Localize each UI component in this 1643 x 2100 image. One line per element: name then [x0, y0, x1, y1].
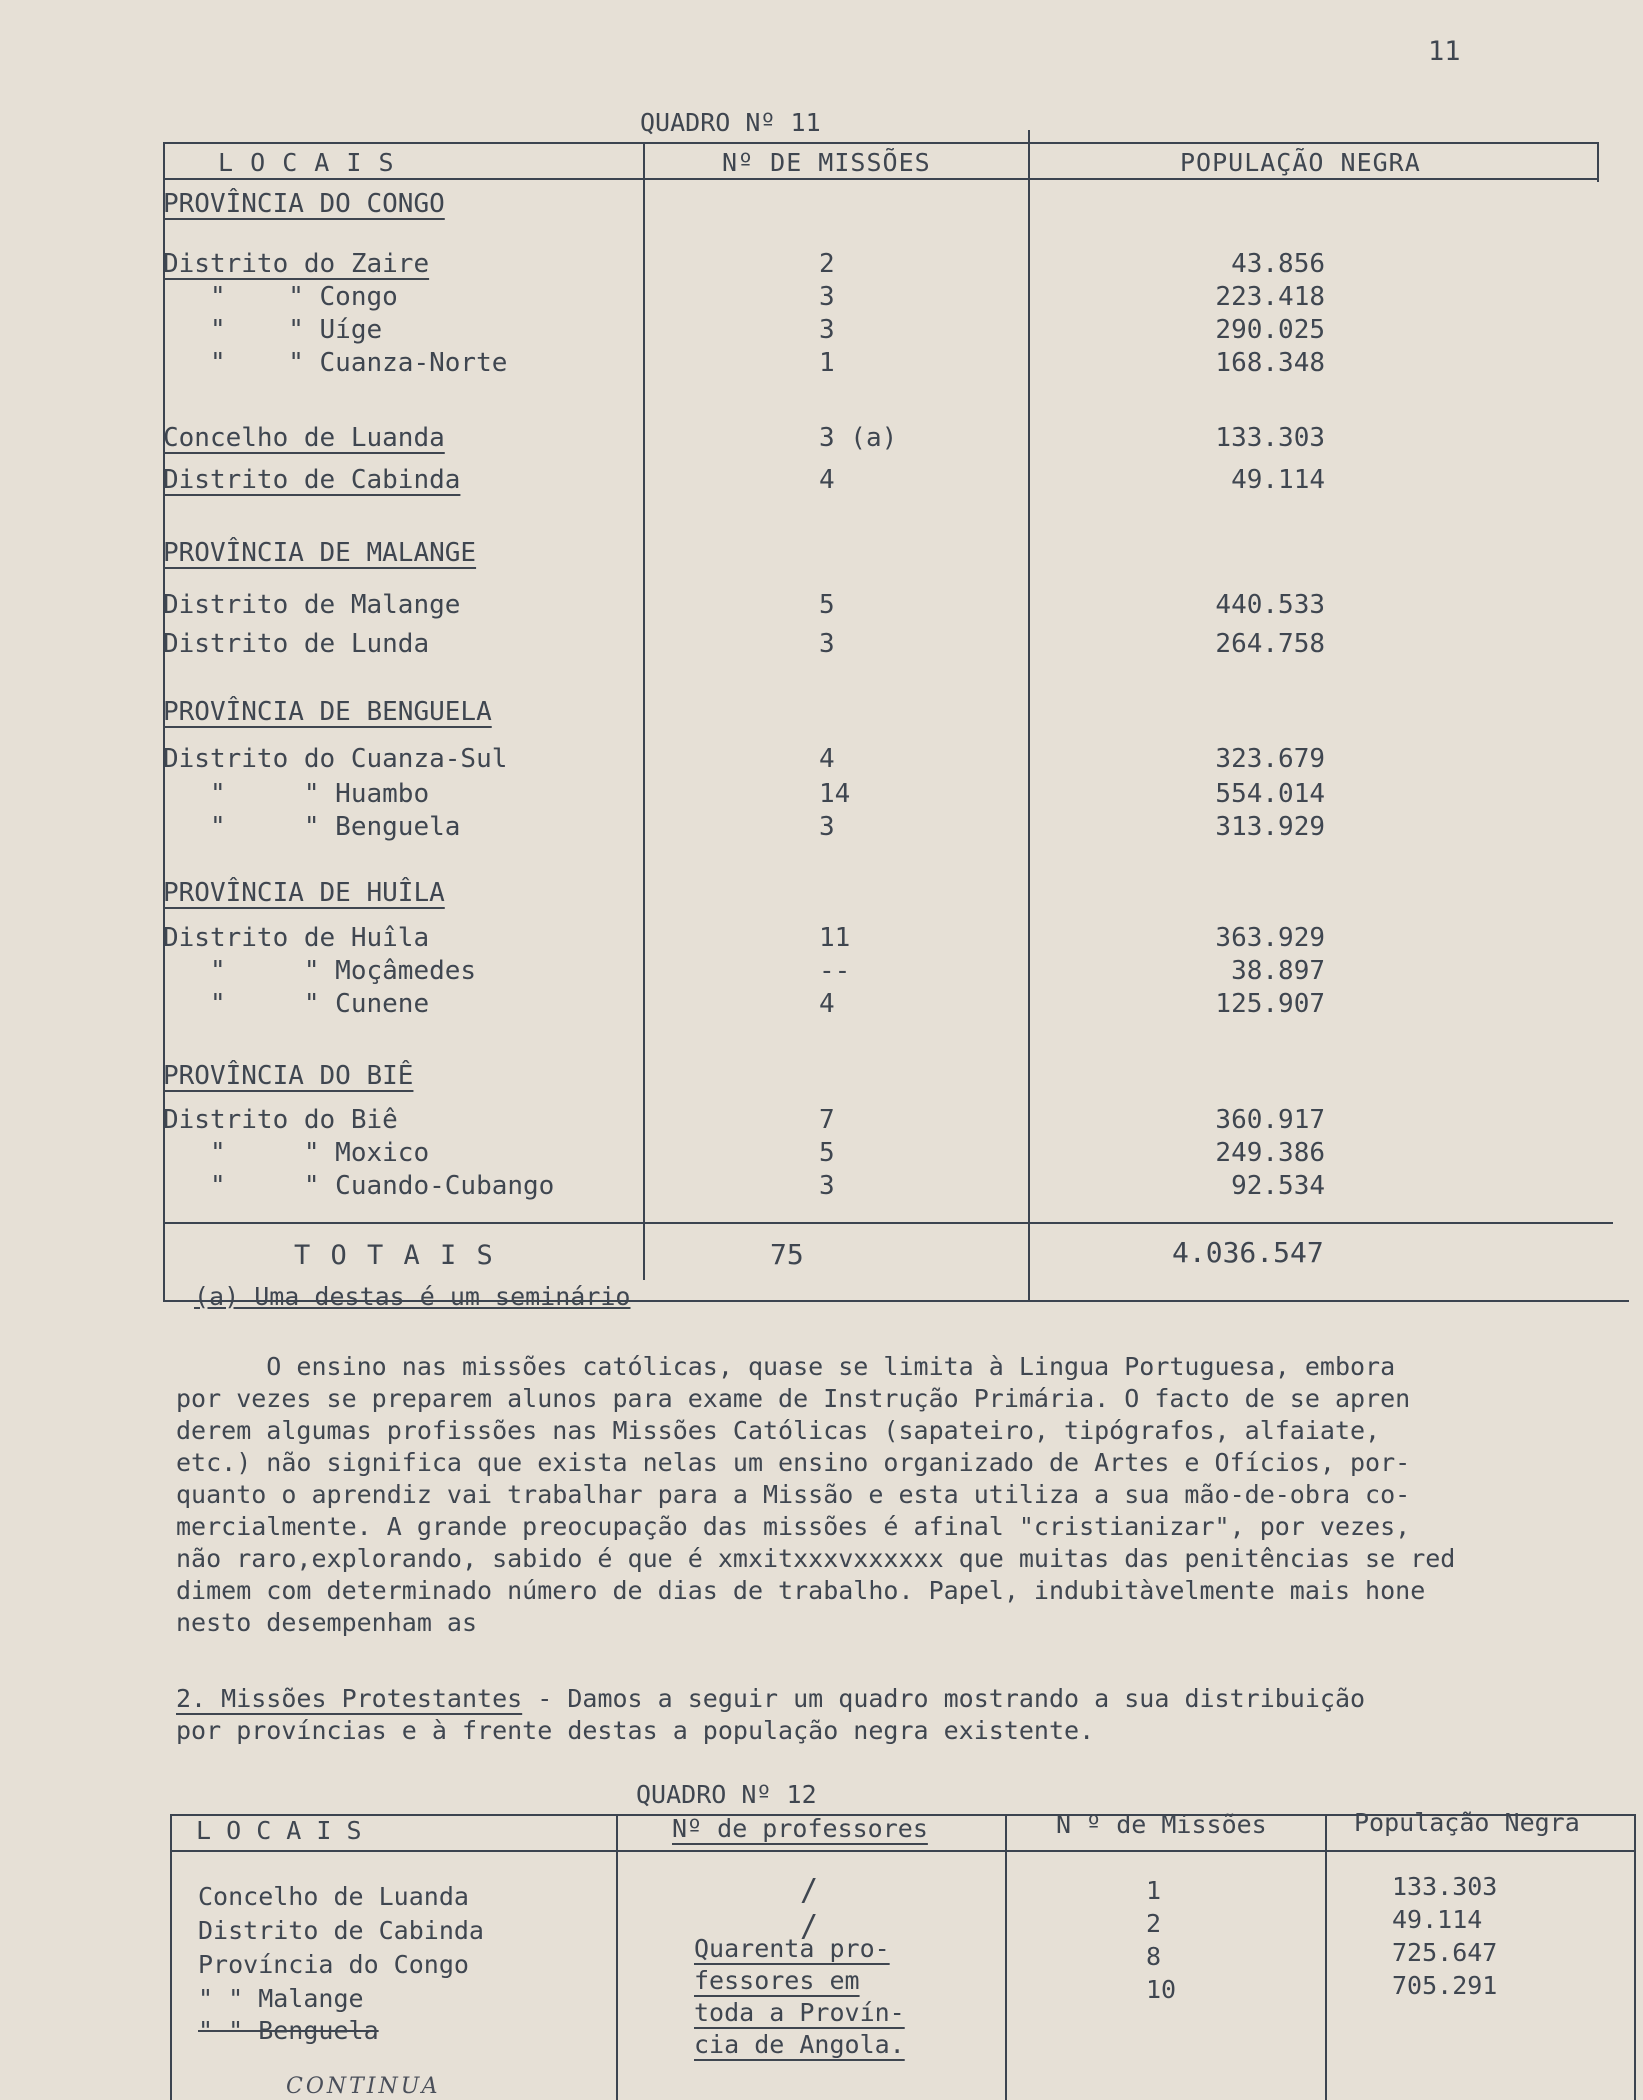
table11-cell-missoes: 4	[819, 989, 835, 1019]
paragraph-line: O ensino nas missões católicas, quase se limita à Lingua Portuguesa, embora	[176, 1352, 1396, 1381]
table11-row	[163, 1104, 1325, 1136]
section2-line1-rest: - Damos a seguir um quadro mostrando a sua distribuição	[522, 1684, 1366, 1713]
table11-cell-missoes: 1	[819, 348, 835, 378]
paragraph-line: quanto o aprendiz vai trabalhar para a Missão e esta utiliza a sua mão-de-obra co-	[176, 1480, 1411, 1509]
table12-professores-mark: /	[800, 1909, 819, 1944]
table11-row	[163, 811, 1325, 843]
table11-cell-missoes: 7	[819, 1105, 835, 1135]
table11-cell-locais: " " Congo	[163, 282, 398, 312]
table11-cell-missoes: 3 (a)	[819, 423, 898, 453]
table12-professores-note: toda a Provín-	[694, 1998, 905, 2027]
table11-row	[163, 422, 1325, 454]
paragraph-line: não raro,explorando, sabido é que é xmxitxxxvxxxxxx que muitas das penitências se red	[176, 1544, 1456, 1573]
table12-header-professores: Nº de professores	[672, 1814, 928, 1843]
paragraph-line: dimem com determinado número de dias de trabalho. Papel, indubitàvelmente mais hone	[176, 1576, 1426, 1605]
table11-cell-locais: Distrito de Malange	[163, 590, 461, 620]
table11-cell-populacao: 360.917	[1215, 1105, 1325, 1135]
table12-cell-missoes: 8	[1146, 1942, 1162, 1971]
table11-cell-locais: PROVÎNCIA DE MALANGE	[163, 538, 477, 568]
table11-cell-populacao: 264.758	[1215, 629, 1325, 659]
paragraph-line: derem algumas profissões nas Missões Católicas (sapateiro, tipógrafos, alfaiate,	[176, 1416, 1381, 1445]
table11-row	[163, 778, 1325, 810]
table11-province-row	[163, 537, 1325, 569]
table11-cell-missoes: 3	[819, 282, 835, 312]
table11-row	[163, 464, 1325, 496]
table12-title: QUADRO Nº 12	[636, 1780, 817, 1809]
table12-cell-missoes: 1	[1146, 1876, 1162, 1905]
table11-cell-populacao: 554.014	[1215, 779, 1325, 809]
table11-cell-locais: " " Huambo	[163, 779, 430, 809]
table11-province-row	[163, 188, 1325, 220]
table12-cell-missoes: 10	[1146, 1975, 1177, 2004]
table11-cell-missoes: 5	[819, 1138, 835, 1168]
table12-header-populacao: População Negra	[1354, 1808, 1580, 1837]
table11-cell-populacao: 313.929	[1215, 812, 1325, 842]
table11-cell-missoes: 3	[819, 629, 835, 659]
table11-row	[163, 628, 1325, 660]
section2-heading: 2. Missões Protestantes	[176, 1684, 523, 1713]
table11-cell-missoes: 2	[819, 249, 835, 279]
table11-header-missoes: Nº DE MISSÕES	[722, 148, 931, 177]
table11-cell-missoes: 4	[819, 744, 835, 774]
table11-cell-populacao: 323.679	[1215, 744, 1325, 774]
table12-cell-locais: " " Malange	[198, 1984, 364, 2013]
table11-cell-populacao: 92.534	[1231, 1171, 1325, 1201]
table12-cell-populacao: 133.303	[1392, 1872, 1498, 1901]
table11-cell-locais: " " Cunene	[163, 989, 430, 1019]
table11-cell-populacao: 43.856	[1231, 249, 1325, 279]
page-number: 11	[1428, 36, 1461, 67]
section2-line2: por províncias e à frente destas a população negra existente.	[176, 1716, 1095, 1745]
table11-cell-populacao: 133.303	[1215, 423, 1325, 453]
paragraph-line: por vezes se preparem alunos para exame de Instrução Primária. O facto de se apren	[176, 1384, 1411, 1413]
table11-totals-label: T O T A I S	[294, 1240, 495, 1271]
table11-province-row	[163, 696, 1325, 728]
table11-cell-populacao: 440.533	[1215, 590, 1325, 620]
table11-cell-locais: " " Benguela	[163, 812, 461, 842]
table11-cell-missoes: 5	[819, 590, 835, 620]
table11-footnote: (a) Uma destas é um seminário	[194, 1282, 631, 1311]
table11-row	[163, 281, 1325, 313]
table11-cell-locais: Distrito do Cuanza-Sul	[163, 744, 508, 774]
table12-cell-populacao: 725.647	[1392, 1938, 1498, 1967]
table11-cell-locais: PROVÎNCIA DO BIÊ	[163, 1061, 414, 1091]
table11-cell-locais: " " Uíge	[163, 315, 383, 345]
table11-row	[163, 1137, 1325, 1169]
table11-cell-locais: " " Cuando-Cubango	[163, 1171, 555, 1201]
table11-cell-missoes: 3	[819, 1171, 835, 1201]
table11-cell-populacao: 38.897	[1231, 956, 1325, 986]
table11-row	[163, 314, 1325, 346]
table12-cell-populacao: 705.291	[1392, 1971, 1498, 2000]
section2-line1	[176, 1684, 1365, 1713]
table12-cell-missoes: 2	[1146, 1909, 1162, 1938]
table11-title: QUADRO Nº 11	[640, 108, 821, 137]
table11-cell-locais: Distrito do Zaire	[163, 249, 430, 279]
table11-row	[163, 347, 1325, 379]
table12-professores-note: Quarenta pro-	[694, 1934, 890, 1963]
table11-cell-missoes: --	[819, 956, 851, 986]
handwritten-continua: CONTINUA	[286, 2074, 441, 2099]
table12-header-locais: L O C A I S	[196, 1816, 362, 1845]
paragraph-line: nesto desempenham as	[176, 1608, 478, 1637]
table11-row	[163, 1170, 1325, 1202]
table11-cell-locais: " " Moçâmedes	[163, 956, 477, 986]
table11-cell-missoes: 4	[819, 465, 835, 495]
table11-cell-locais: " " Moxico	[163, 1138, 430, 1168]
table12-cell-locais: Concelho de Luanda	[198, 1882, 469, 1911]
table11-header-populacao: POPULAÇÃO NEGRA	[1180, 148, 1421, 177]
table12-professores-mark: /	[800, 1873, 819, 1908]
table11-row	[163, 988, 1325, 1020]
table11-cell-missoes: 14	[819, 779, 851, 809]
table11-row	[163, 589, 1325, 621]
table11-cell-populacao: 223.418	[1215, 282, 1325, 312]
table11-cell-populacao: 125.907	[1215, 989, 1325, 1019]
table12-cell-locais: Distrito de Cabinda	[198, 1916, 484, 1945]
table12-cell-locais: Província do Congo	[198, 1950, 469, 1979]
table11-row	[163, 248, 1325, 280]
table11-cell-populacao: 363.929	[1215, 923, 1325, 953]
table11-totals-missoes: 75	[770, 1238, 804, 1271]
table11-row	[163, 743, 1325, 775]
table12-cell-populacao: 49.114	[1392, 1905, 1483, 1934]
table11-header-locais: L O C A I S	[218, 148, 395, 177]
paragraph-line: mercialmente. A grande preocupação das missões é afinal "cristianizar", por vezes,	[176, 1512, 1411, 1541]
table11-cell-missoes: 3	[819, 315, 835, 345]
table11-province-row	[163, 1060, 1325, 1092]
table11-cell-locais: PROVÎNCIA DO CONGO	[163, 189, 445, 219]
table11-cell-locais: Distrito de Cabinda	[163, 465, 461, 495]
table11-cell-populacao: 49.114	[1231, 465, 1325, 495]
table11-cell-populacao: 168.348	[1215, 348, 1325, 378]
table11-province-row	[163, 877, 1325, 909]
table11-cell-locais: PROVÎNCIA DE HUÎLA	[163, 878, 445, 908]
table11-cell-locais: Distrito de Huîla	[163, 923, 430, 953]
table11-row	[163, 922, 1325, 954]
table12-cell-locais: " " Benguela	[198, 2016, 379, 2045]
table11-cell-locais: PROVÎNCIA DE BENGUELA	[163, 697, 492, 727]
table11-cell-locais: Distrito de Lunda	[163, 629, 430, 659]
table11-cell-missoes: 11	[819, 923, 851, 953]
table12-professores-note: fessores em	[694, 1966, 860, 1995]
table11-cell-locais: Distrito do Biê	[163, 1105, 398, 1135]
table12-header-missoes: N º de Missões	[1056, 1810, 1267, 1839]
table11-row	[163, 955, 1325, 987]
table11-cell-populacao: 249.386	[1215, 1138, 1325, 1168]
table11-cell-locais: Concelho de Luanda	[163, 423, 445, 453]
table11-cell-missoes: 3	[819, 812, 835, 842]
table12-professores-note: cia de Angola.	[694, 2030, 905, 2059]
table11-cell-locais: " " Cuanza-Norte	[163, 348, 508, 378]
table11-cell-populacao: 290.025	[1215, 315, 1325, 345]
paragraph-line: etc.) não significa que exista nelas um ensino organizado de Artes e Ofícios, por-	[176, 1448, 1411, 1477]
table11-totals-populacao: 4.036.547	[1172, 1236, 1324, 1269]
